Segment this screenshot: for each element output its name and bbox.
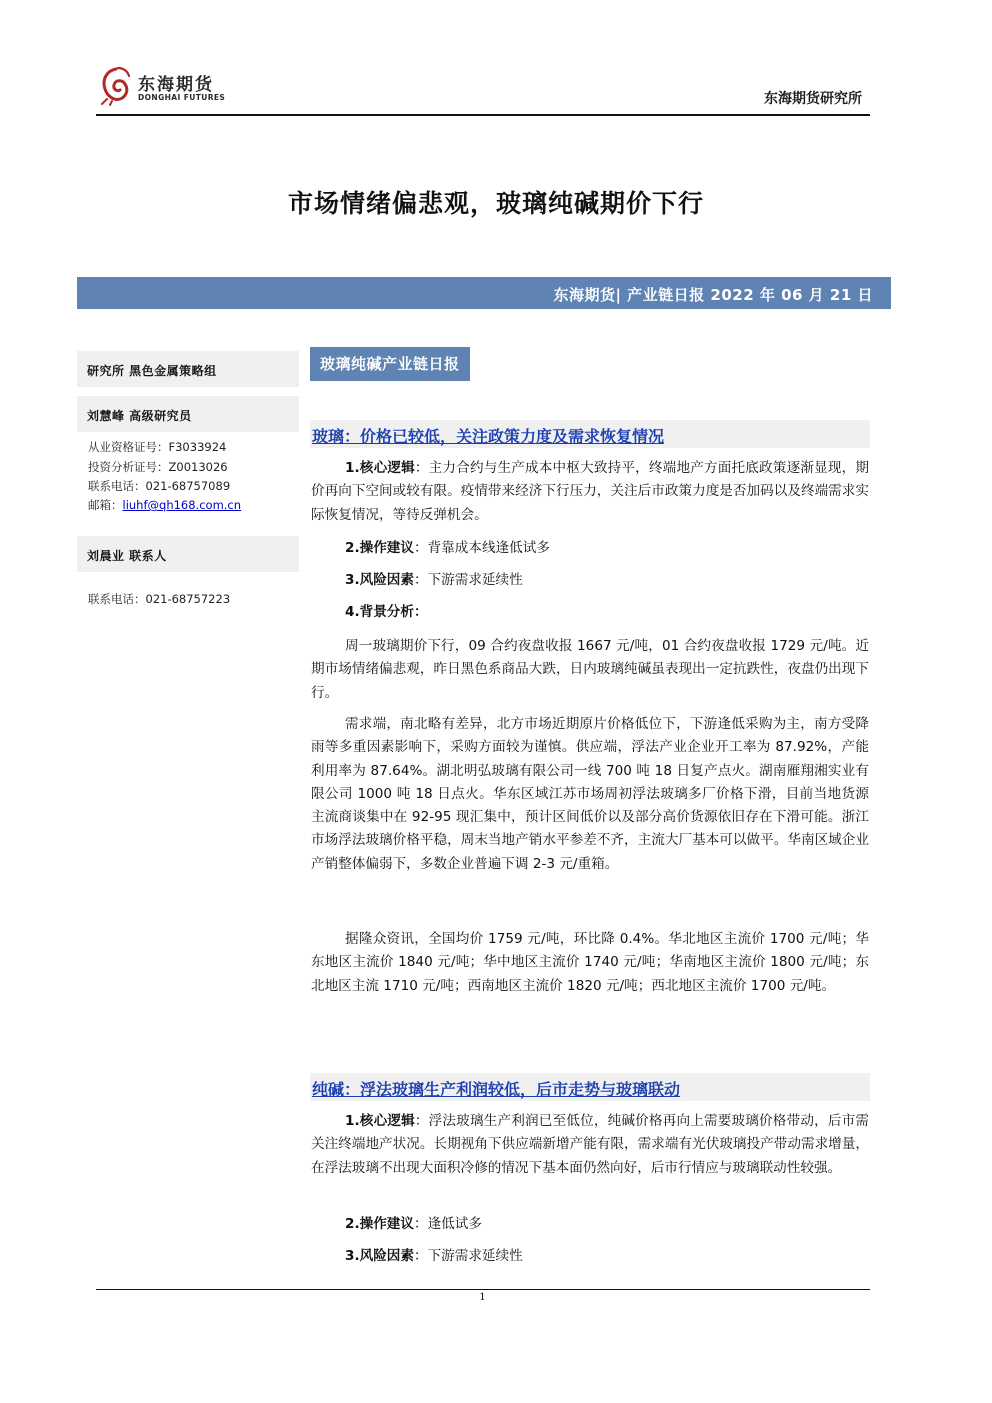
soda-risk <box>311 1245 869 1268</box>
glass-risk <box>311 569 869 592</box>
glass-advice-key: 2.操作建议 <box>345 540 414 556</box>
sidebar-analyst-header <box>77 396 299 432</box>
glass-section-header <box>310 420 870 448</box>
glass-risk-text: ：下游需求延续性 <box>414 572 523 588</box>
glass-background-heading <box>311 601 869 624</box>
glass-logic-key: 1.核心逻辑 <box>345 460 415 476</box>
glass-section-heading: 玻璃：价格已较低，关注政策力度及需求恢复情况 <box>312 427 665 446</box>
footer-divider <box>96 1289 870 1290</box>
analyst-email-row <box>88 497 241 513</box>
email-label: 邮箱： <box>88 498 123 512</box>
soda-advice-key: 2.操作建议 <box>345 1216 414 1232</box>
logo-chinese-text: 东海期货 <box>138 75 214 95</box>
soda-logic-text: ：浮法玻璃生产利润已至低位，纯碱价格再向上需要玻璃价格带动，后市需关注终端地产状况。长期视角下供应端新增产能有限，需求端有光伏玻璃投产带动需求增量，在浮法玻璃不出现大面积冷修的情况下基本面仍然向好，后市行情应与玻璃联动性较强。 <box>311 1113 870 1176</box>
soda-logic-key: 1.核心逻辑 <box>345 1113 415 1129</box>
analyst-name: 刘慧峰 高级研究员 <box>87 409 192 423</box>
document-title: 市场情绪偏悲观，玻璃纯碱期价下行 <box>287 189 704 218</box>
glass-bg-key: 4.背景分析 <box>345 604 414 620</box>
report-type-label: 玻璃纯碱产业链日报 <box>320 355 460 373</box>
glass-advice <box>311 537 869 560</box>
glass-background-p1: 周一玻璃期价下行，09 合约夜盘收报 1667 元/吨，01 合约夜盘收报 1729 元/吨。近期市场情绪偏悲观，昨日黑色系商品大跌，日内玻璃纯碱虽表现出一定抗跌性，夜盘仍出现下行。 <box>311 638 869 701</box>
company-logo <box>98 66 228 110</box>
page-number: 1 <box>479 1292 486 1303</box>
email-link[interactable]: liuhf@qh168.com.cn <box>122 498 242 512</box>
soda-section-heading: 纯碱：浮法玻璃生产利润较低，后市走势与玻璃联动 <box>312 1080 681 1099</box>
header-divider <box>96 114 870 116</box>
glass-bg-colon: ： <box>414 604 428 620</box>
contact-phone: 联系电话：021-68757223 <box>88 592 231 606</box>
banner-text: 东海期货| 产业链日报 2022 年 06 月 21 日 <box>553 286 873 304</box>
logo-english-text: DONGHAI FUTURES <box>138 93 226 102</box>
soda-advice-text: ：逢低试多 <box>414 1216 482 1232</box>
soda-risk-key: 3.风险因素 <box>345 1248 414 1264</box>
sidebar-dept-header <box>77 351 299 387</box>
report-type-tag <box>310 347 470 381</box>
soda-section-header <box>310 1073 870 1101</box>
contact-name: 刘晨业 联系人 <box>87 549 167 563</box>
glass-advice-text: ：背靠成本线逢低试多 <box>414 540 550 556</box>
analyst-investment-cert: 投资分析证号：Z0013026 <box>88 460 228 474</box>
date-banner <box>77 277 891 309</box>
soda-advice <box>311 1213 869 1236</box>
glass-background-p3: 据隆众资讯，全国均价 1759 元/吨，环比降 0.4%。华北地区主流价 1700 元/吨；华东地区主流价 1840 元/吨；华中地区主流价 1740 元/吨；华南地区主流价 1800 元/吨；东北地区主流 1710 元/吨；西南地区主流价 1820 元/吨；西北地区主流价 1700 元/吨。 <box>311 931 869 994</box>
analyst-qualification: 从业资格证号：F3033924 <box>88 440 227 454</box>
dept-label: 研究所 黑色金属策略组 <box>87 364 217 378</box>
glass-risk-key: 3.风险因素 <box>345 572 414 588</box>
glass-background-p2: 需求端，南北略有差异，北方市场近期原片价格低位下，下游逢低采购为主，南方受降雨等多重因素影响下，采购方面较为谨慎。供应端，浮法产业企业开工率为 87.92%，产能利用率为 87.64%。湖北明弘玻璃有限公司一线 700 吨 18 日复产点火。湖南雁翔湘实业有限公司 1000 吨 18 日点火。华东区域江苏市场周初浮法玻璃多厂价格下滑，目前当地货源主流商谈集中在 92-95 现汇集中，预计区间低价以及部分高价货源依旧存在下滑可能。浙江市场浮法玻璃价格平稳，周末当地产销水平参差不齐，主流大厂基本可以做平。华南区域企业产销整体偏弱下，多数企业普遍下调 2-3 元/重箱。 <box>311 716 869 872</box>
institute-name: 东海期货研究所 <box>764 91 862 107</box>
soda-risk-text: ：下游需求延续性 <box>414 1248 523 1264</box>
soda-core-logic <box>311 1110 869 1180</box>
dragon-emblem-icon <box>98 66 134 106</box>
glass-core-logic <box>311 457 869 527</box>
glass-logic-text: ：主力合约与生产成本中枢大致持平，终端地产方面托底政策逐渐显现，期价再向下空间或较有限。疫情带来经济下行压力，关注后市政策力度是否加码以及终端需求实际恢复情况，等待反弹机会。 <box>311 460 870 523</box>
sidebar-contact-header <box>77 536 299 572</box>
analyst-phone: 联系电话：021-68757089 <box>88 479 231 493</box>
